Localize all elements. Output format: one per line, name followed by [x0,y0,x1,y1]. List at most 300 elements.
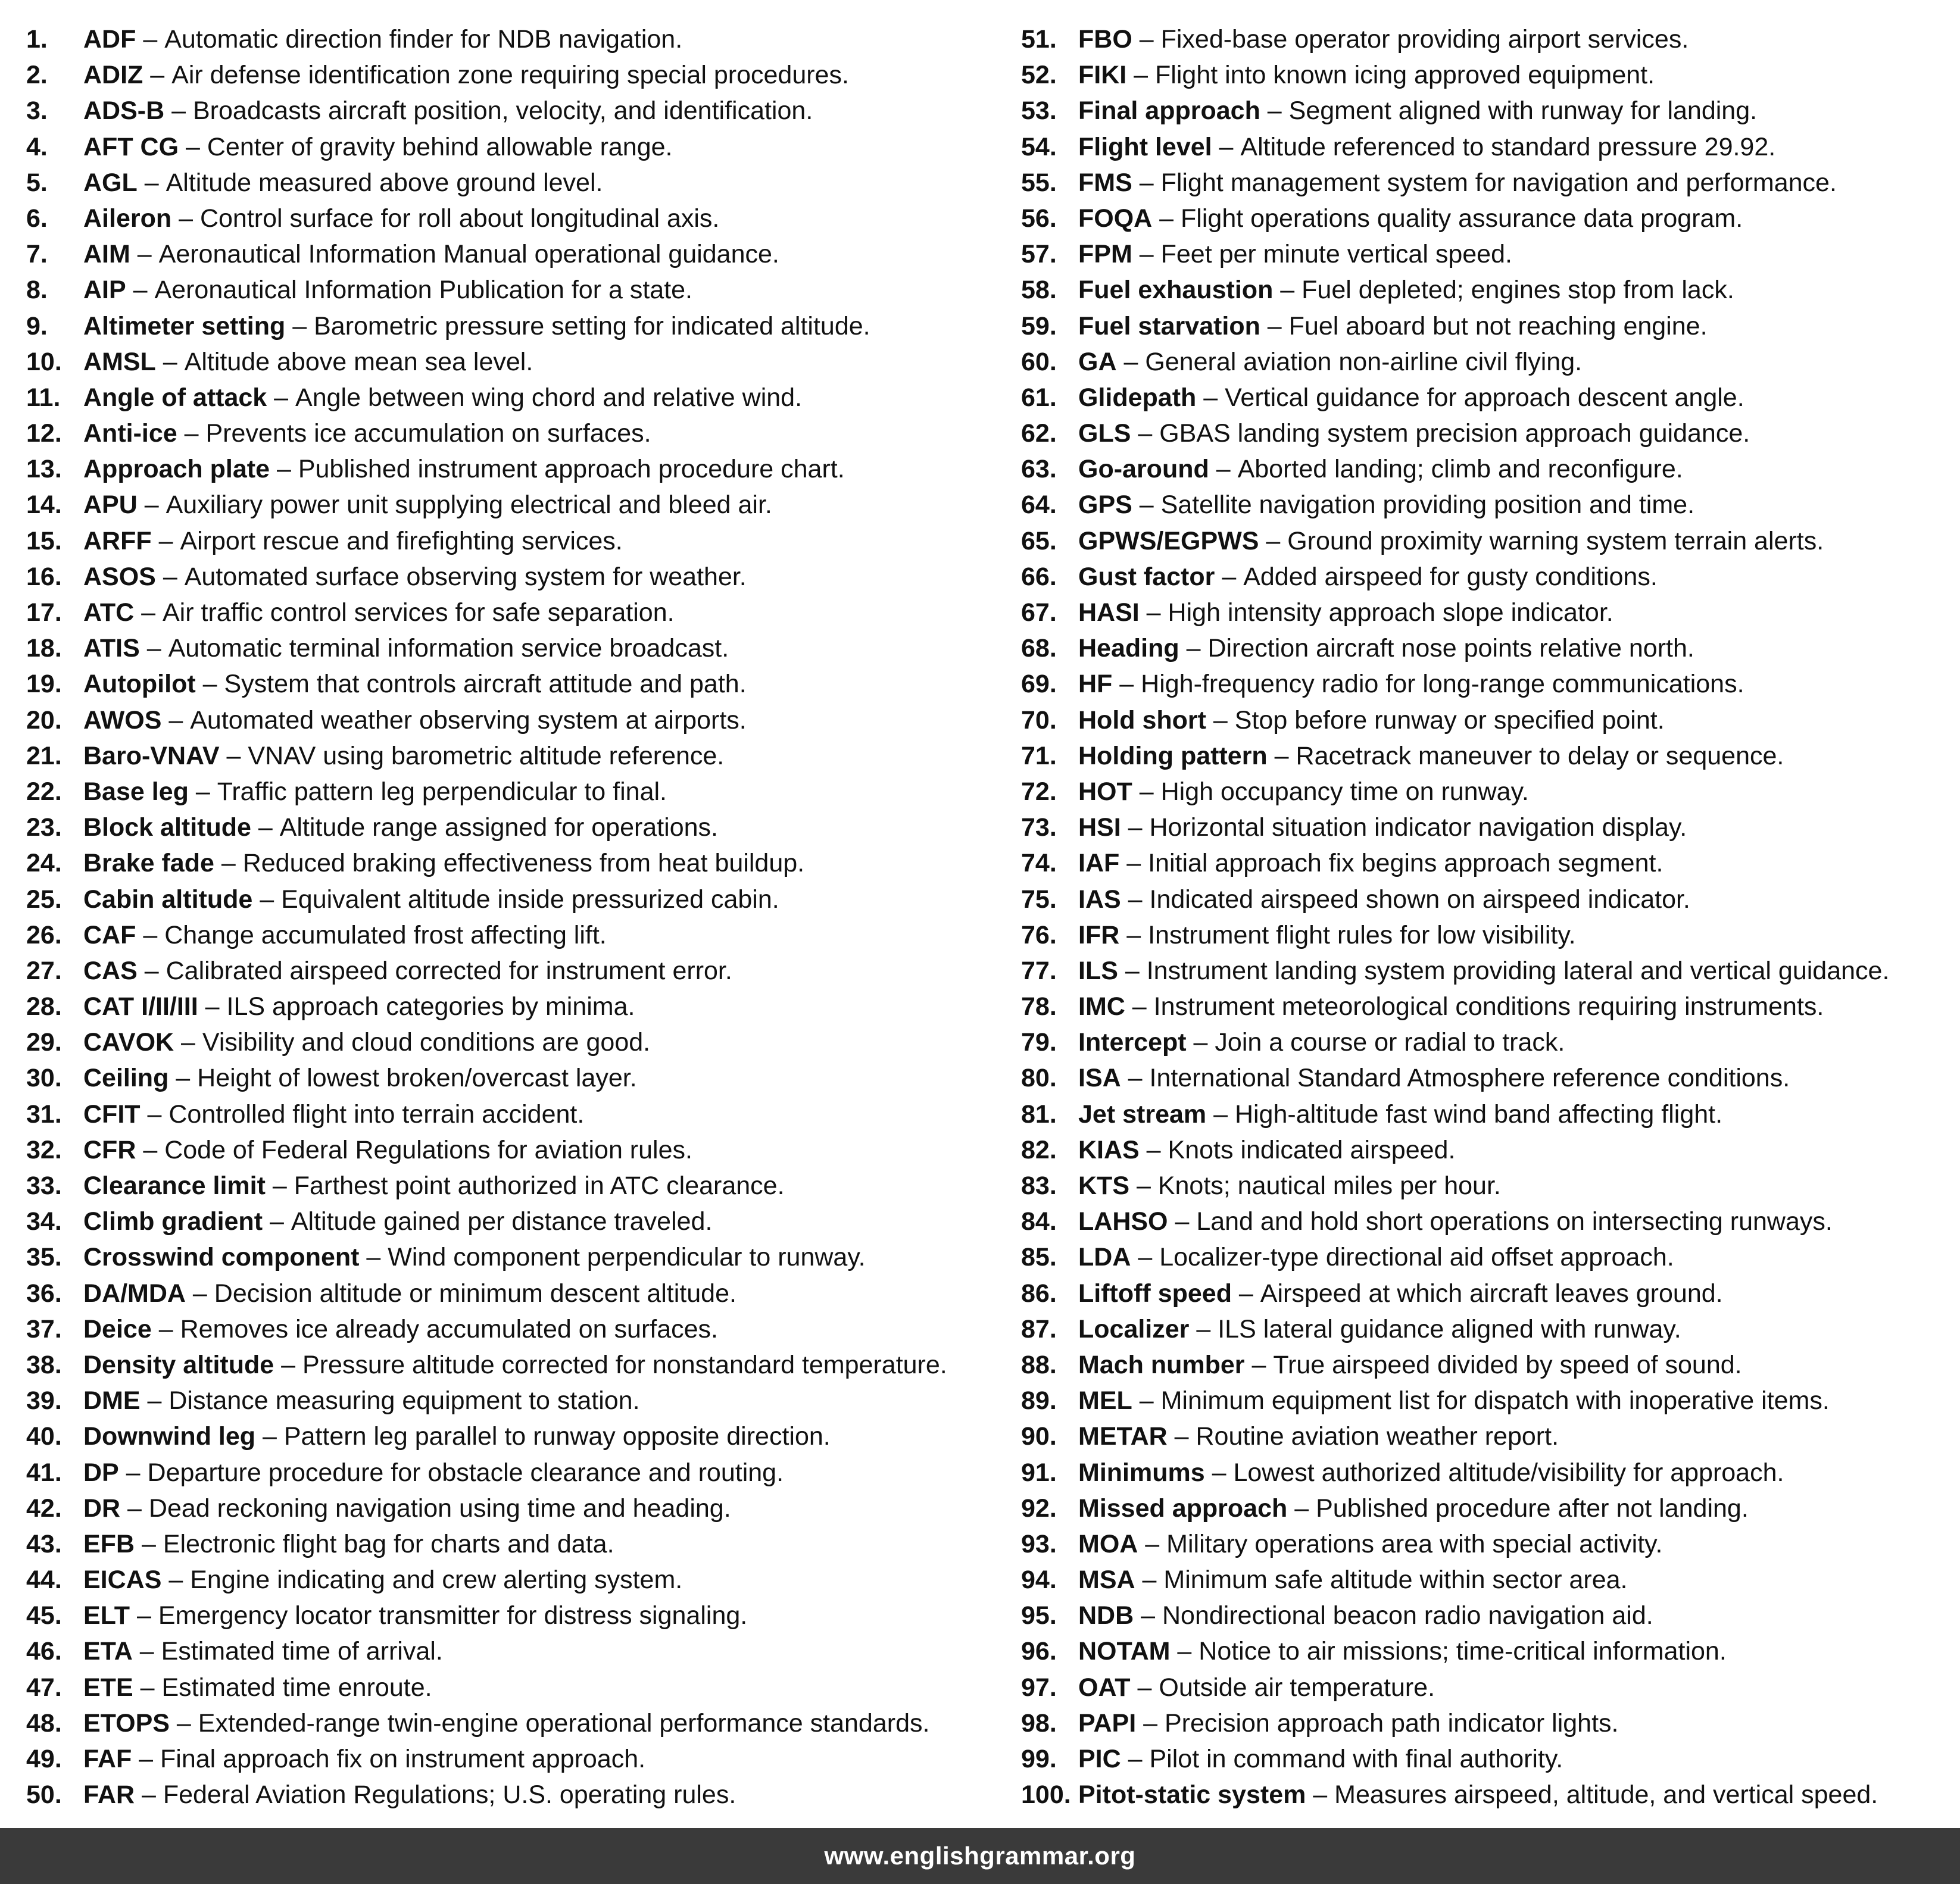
item-term: MEL [1078,1386,1132,1416]
glossary-item [1021,595,1956,630]
item-definition: Fixed-base operator providing airport services. [1160,25,1689,54]
item-definition: Join a course or radial to track. [1215,1028,1565,1057]
item-number: 1. [26,25,48,54]
glossary-item [26,487,1003,523]
item-definition: Instrument meteorological conditions requiring instruments. [1153,992,1824,1021]
item-term: FPM [1078,240,1132,269]
item-number: 65. [1021,526,1057,555]
item-definition: Farthest point authorized in ATC clearance. [294,1171,785,1200]
item-number: 28. [26,992,62,1021]
item-separator: – [1132,490,1161,520]
item-definition: ILS approach categories by minima. [226,992,635,1021]
item-term: Cabin altitude [83,885,253,914]
item-separator: – [1204,1458,1234,1487]
glossary-item [26,666,1003,702]
glossary-item [1021,21,1956,57]
item-definition: Segment aligned with runway for landing. [1288,96,1758,126]
item-definition: Instrument flight rules for low visibility. [1148,920,1576,949]
item-term: ETOPS [83,1708,170,1738]
item-separator: – [188,777,217,806]
item-separator: – [133,1673,162,1702]
glossary-item [26,57,1003,93]
item-number: 32. [26,1135,62,1164]
glossary-item [1021,523,1956,559]
item-definition: GBAS landing system precision approach guidance. [1159,419,1750,448]
glossary-item [1021,1024,1956,1060]
item-separator: – [1121,813,1150,842]
item-term: LAHSO [1078,1207,1168,1236]
glossary-item [1021,1060,1956,1096]
glossary-item [1021,1096,1956,1132]
glossary-item [26,1276,1003,1311]
item-term: ELT [83,1601,130,1630]
item-term: HASI [1078,598,1140,627]
item-separator: – [1267,741,1296,770]
item-number: 92. [1021,1494,1057,1523]
item-separator: – [270,455,298,484]
glossary-item [26,989,1003,1024]
item-number: 74. [1021,849,1057,878]
item-term: GPWS/EGPWS [1078,526,1259,555]
glossary-item [1021,1455,1956,1491]
item-term: KTS [1078,1171,1129,1200]
item-number: 67. [1021,598,1057,627]
item-number: 9. [26,311,48,340]
item-number: 97. [1021,1673,1057,1702]
glossary-item [1021,380,1956,415]
item-definition: Code of Federal Regulations for aviation rules. [164,1135,692,1164]
item-separator: – [214,849,243,878]
item-separator: – [265,1171,294,1200]
item-definition: Automated surface observing system for weather. [184,562,747,591]
item-number: 22. [26,777,62,806]
item-term: Approach plate [83,455,270,484]
item-separator: – [137,490,166,520]
glossary-item [26,882,1003,917]
item-term: ADS-B [83,96,165,126]
item-term: FIKI [1078,61,1127,90]
item-definition: Routine aviation weather report. [1196,1422,1559,1451]
item-definition: Dead reckoning navigation using time and heading. [148,1494,731,1523]
glossary-item [1021,845,1956,881]
item-number: 16. [26,562,62,591]
item-number: 63. [1021,455,1057,484]
item-definition: Angle between wing chord and relative wind. [295,383,803,412]
item-term: AIP [83,276,126,305]
item-separator: – [1135,1566,1164,1595]
item-number: 5. [26,168,48,197]
item-number: 72. [1021,777,1057,806]
item-definition: Flight operations quality assurance data program. [1181,204,1743,233]
item-number: 42. [26,1494,62,1523]
item-definition: Removes ice already accumulated on surfaces. [180,1314,719,1344]
glossary-columns [0,21,1960,1810]
item-term: Altimeter setting [83,311,286,340]
item-separator: – [1260,96,1289,126]
item-definition: Altitude measured above ground level. [166,168,603,197]
item-definition: VNAV using barometric altitude reference. [248,741,725,770]
glossary-left-column [26,21,1003,1813]
item-number: 36. [26,1279,62,1308]
item-definition: Pilot in command with final authority. [1149,1745,1563,1773]
item-term: Ceiling [83,1064,169,1093]
item-separator: – [1231,1279,1260,1308]
item-term: HF [1078,670,1113,699]
glossary-item [1021,702,1956,738]
item-term: OAT [1078,1673,1131,1702]
glossary-item [26,236,1003,272]
glossary-item [26,1060,1003,1096]
item-definition: Automatic direction finder for NDB navigation. [164,25,683,54]
glossary-item [1021,953,1956,989]
item-term: ADF [83,25,136,54]
item-definition: High-altitude fast wind band affecting flight. [1234,1099,1723,1129]
item-number: 75. [1021,885,1057,914]
item-term: AWOS [83,705,162,735]
item-number: 20. [26,705,62,735]
glossary-item [26,1239,1003,1275]
item-separator: – [1131,419,1160,448]
item-number: 3. [26,96,48,126]
item-term: FAF [83,1745,132,1773]
item-separator: – [161,705,191,735]
item-number: 12. [26,419,62,448]
item-number: 64. [1021,490,1057,520]
glossary-item [26,1598,1003,1633]
item-definition: Traffic pattern leg perpendicular to final. [217,777,667,806]
item-definition: Auxiliary power unit supplying electrical and bleed air. [166,490,772,520]
item-separator: – [1206,1099,1235,1129]
item-term: Downwind leg [83,1422,256,1451]
item-separator: – [198,992,227,1021]
item-separator: – [132,1745,161,1773]
footer-website-link[interactable]: www.englishgrammar.org [824,1842,1136,1870]
item-definition: Fuel depleted; engines stop from lack. [1302,276,1734,305]
item-term: METAR [1078,1422,1168,1451]
item-definition: Precision approach path indicator lights. [1164,1708,1619,1738]
item-term: NDB [1078,1601,1134,1630]
glossary-item [1021,1777,1956,1813]
item-definition: Stop before runway or specified point. [1234,705,1665,735]
item-separator: – [140,1099,169,1129]
item-separator: – [1215,562,1244,591]
item-definition: Flight into known icing approved equipment. [1155,61,1655,90]
glossary-item [26,272,1003,308]
item-term: Fuel starvation [1078,311,1260,340]
item-number: 61. [1021,383,1057,412]
glossary-item [26,380,1003,415]
item-definition: Localizer-type directional aid offset approach. [1159,1243,1674,1272]
glossary-item [1021,1276,1956,1311]
glossary-item [26,1705,1003,1741]
item-term: Hold short [1078,705,1206,735]
item-term: DP [83,1458,119,1487]
item-term: Fuel exhaustion [1078,276,1274,305]
item-term: Mach number [1078,1350,1245,1379]
item-definition: Controlled flight into terrain accident. [168,1099,585,1129]
glossary-item [26,1633,1003,1669]
item-term: ADIZ [83,61,143,90]
glossary-item [26,1526,1003,1562]
item-term: Minimums [1078,1458,1205,1487]
item-number: 8. [26,276,48,305]
item-separator: – [255,1422,284,1451]
item-definition: Barometric pressure setting for indicated altitude. [314,311,870,340]
item-separator: – [1209,455,1238,484]
item-term: Base leg [83,777,189,806]
item-number: 39. [26,1386,62,1416]
item-number: 94. [1021,1566,1057,1595]
item-definition: Estimated time enroute. [161,1673,432,1702]
item-number: 11. [26,383,61,412]
item-term: CAVOK [83,1028,174,1057]
item-definition: Vertical guidance for approach descent angle. [1225,383,1744,412]
item-definition: Automated weather observing system at airports. [190,705,747,735]
glossary-item [1021,129,1956,165]
item-number: 43. [26,1529,62,1558]
item-separator: – [359,1243,388,1272]
item-number: 68. [1021,634,1057,663]
item-definition: Reduced braking effectiveness from heat buildup. [242,849,805,878]
glossary-item [26,308,1003,344]
glossary-item [26,201,1003,236]
glossary-item [26,1204,1003,1239]
item-term: Brake fade [83,849,214,878]
item-definition: Automatic terminal information service broadcast. [168,634,729,663]
item-term: AIM [83,240,130,269]
item-definition: Distance measuring equipment to station. [168,1386,640,1416]
glossary-item [26,1419,1003,1454]
item-separator: – [1132,777,1161,806]
item-separator: – [1126,61,1156,90]
item-number: 41. [26,1458,62,1487]
item-number: 25. [26,885,62,914]
item-term: CFR [83,1135,136,1164]
item-term: Holding pattern [1078,741,1268,770]
item-separator: – [1132,240,1161,269]
item-number: 38. [26,1350,62,1379]
item-separator: – [1136,1708,1165,1738]
item-number: 50. [26,1780,62,1810]
item-separator: – [143,61,172,90]
item-definition: Knots; nautical miles per hour. [1157,1171,1501,1200]
glossary-item [26,630,1003,666]
item-separator: – [1259,526,1288,555]
item-definition: Initial approach fix begins approach segment. [1148,849,1663,878]
item-definition: Lowest authorized altitude/visibility for approach. [1233,1458,1784,1487]
glossary-item [1021,882,1956,917]
item-separator: – [195,670,224,699]
item-separator: – [139,634,168,663]
item-separator: – [136,1135,165,1164]
item-number: 47. [26,1673,62,1702]
item-separator: – [136,920,165,949]
item-number: 35. [26,1243,62,1272]
item-separator: – [161,1566,191,1595]
item-number: 100. [1021,1780,1071,1810]
item-separator: – [155,562,185,591]
item-number: 6. [26,204,48,233]
item-separator: – [174,1028,202,1057]
glossary-item [26,93,1003,129]
item-separator: – [1212,132,1241,161]
item-number: 10. [26,347,62,376]
item-number: 91. [1021,1458,1057,1487]
item-separator: – [1306,1780,1335,1810]
item-separator: – [140,1386,169,1416]
item-definition: Horizontal situation indicator navigation display. [1149,813,1687,842]
item-definition: Altitude gained per distance traveled. [291,1207,713,1236]
item-separator: – [1132,1386,1161,1416]
item-separator: – [1121,1064,1150,1093]
item-term: Liftoff speed [1078,1279,1232,1308]
glossary-item [1021,1670,1956,1705]
item-definition: Federal Aviation Regulations; U.S. operating rules. [163,1780,736,1810]
glossary-item [1021,272,1956,308]
item-separator: – [132,1637,161,1666]
item-definition: Published procedure after not landing. [1316,1494,1749,1523]
item-term: Go-around [1078,455,1209,484]
item-number: 84. [1021,1207,1057,1236]
item-term: Missed approach [1078,1494,1288,1523]
glossary-item [1021,810,1956,845]
glossary-item [1021,989,1956,1024]
item-definition: Visibility and cloud conditions are good. [202,1028,651,1057]
glossary-item [26,1670,1003,1705]
item-number: 60. [1021,347,1057,376]
item-definition: Air traffic control services for safe separation. [163,598,675,627]
glossary-item [1021,559,1956,595]
item-separator: – [251,813,280,842]
item-term: MOA [1078,1529,1138,1558]
item-term: KIAS [1078,1135,1140,1164]
glossary-item [26,1562,1003,1598]
item-number: 37. [26,1314,62,1344]
item-term: IAF [1078,849,1120,878]
item-term: ILS [1078,956,1118,985]
item-definition: Altitude referenced to standard pressure 29.92. [1240,132,1776,161]
glossary-item [1021,917,1956,953]
glossary-item [26,1132,1003,1168]
item-definition: Change accumulated frost affecting lift. [164,920,607,949]
item-number: 53. [1021,96,1057,126]
item-separator: – [1118,956,1147,985]
item-term: GA [1078,347,1117,376]
item-definition: Minimum equipment list for dispatch with inoperative items. [1160,1386,1830,1416]
item-term: CFIT [83,1099,141,1129]
glossary-item [1021,1741,1956,1777]
item-term: FAR [83,1780,135,1810]
glossary-item [26,1024,1003,1060]
item-separator: – [1132,25,1161,54]
item-separator: – [151,1314,180,1344]
item-number: 14. [26,490,62,520]
glossary-item [1021,165,1956,201]
item-term: MSA [1078,1566,1135,1595]
glossary-item [1021,236,1956,272]
item-number: 29. [26,1028,62,1057]
glossary-item [1021,1239,1956,1275]
item-number: 4. [26,132,48,161]
item-term: APU [83,490,138,520]
item-term: Climb gradient [83,1207,263,1236]
item-definition: System that controls aircraft attitude and path. [224,670,747,699]
item-number: 85. [1021,1243,1057,1272]
item-separator: – [1167,1422,1196,1451]
item-term: LDA [1078,1243,1131,1272]
item-definition: Electronic flight bag for charts and data. [163,1529,614,1558]
item-separator: – [168,1064,198,1093]
glossary-item [1021,630,1956,666]
item-separator: – [1168,1207,1197,1236]
item-number: 80. [1021,1064,1057,1093]
item-term: Heading [1078,634,1179,663]
item-separator: – [120,1494,149,1523]
item-definition: Pressure altitude corrected for nonstandard temperature. [302,1350,947,1379]
item-separator: – [1112,670,1141,699]
item-number: 87. [1021,1314,1057,1344]
glossary-item [1021,415,1956,451]
item-definition: Knots indicated airspeed. [1168,1135,1456,1164]
item-definition: Direction aircraft nose points relative north. [1207,634,1694,663]
glossary-item [1021,738,1956,774]
glossary-item [1021,1383,1956,1419]
glossary-item [1021,93,1956,129]
item-definition: Broadcasts aircraft position, velocity, and identification. [192,96,813,126]
item-number: 69. [1021,670,1057,699]
glossary-item [26,1383,1003,1419]
item-term: Gust factor [1078,562,1215,591]
glossary-item [26,1096,1003,1132]
item-term: FOQA [1078,204,1153,233]
item-separator: – [135,1780,163,1810]
item-separator: – [1132,168,1161,197]
glossary-item [26,559,1003,595]
item-definition: Nondirectional beacon radio navigation aid. [1162,1601,1653,1630]
item-number: 81. [1021,1099,1057,1129]
glossary-item [26,810,1003,845]
item-definition: Airspeed at which aircraft leaves ground. [1260,1279,1723,1308]
glossary-item [26,738,1003,774]
glossary-item [1021,201,1956,236]
glossary-item [1021,1562,1956,1598]
item-definition: Airport rescue and firefighting services. [180,526,623,555]
glossary-right-column [1021,21,1956,1813]
item-definition: ILS lateral guidance aligned with runway. [1218,1314,1681,1344]
glossary-item [1021,1419,1956,1454]
item-term: Intercept [1078,1028,1187,1057]
glossary-item [1021,308,1956,344]
item-term: Angle of attack [83,383,267,412]
item-separator: – [1152,204,1181,233]
glossary-item [26,1491,1003,1526]
glossary-item [26,523,1003,559]
item-term: GLS [1078,419,1131,448]
item-definition: Air defense identification zone requiring special procedures. [171,61,849,90]
item-separator: – [177,419,206,448]
item-definition: Center of gravity behind allowable range. [207,132,673,161]
item-term: Localizer [1078,1314,1190,1344]
item-term: IAS [1078,885,1121,914]
item-term: ARFF [83,526,152,555]
item-number: 89. [1021,1386,1057,1416]
item-term: Clearance limit [83,1171,266,1200]
item-separator: – [1206,705,1235,735]
item-number: 56. [1021,204,1057,233]
item-definition: Calibrated airspeed corrected for instrument error. [166,956,732,985]
item-definition: Racetrack maneuver to delay or sequence. [1296,741,1784,770]
item-number: 76. [1021,920,1057,949]
